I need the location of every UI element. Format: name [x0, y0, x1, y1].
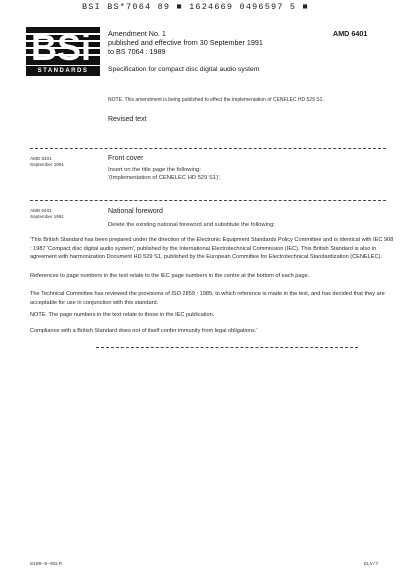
amendment-code: AMD 6401 [333, 29, 368, 38]
end-divider [96, 347, 358, 348]
foreword-paragraph: Compliance with a British Standard does not of itself confer immunity from legal obligations.' [30, 328, 258, 334]
section-heading-national-foreword: National foreword [108, 208, 163, 215]
section-body-national-foreword [108, 221, 275, 229]
margin-note-code: AMD 6401 [30, 208, 52, 213]
section-body-front-cover [108, 166, 221, 182]
bsi-logo-mark [26, 27, 100, 65]
bsi-standards-band: STANDARDS [26, 66, 100, 76]
margin-note-code: AMD 6401 [30, 156, 52, 161]
margin-note-front-cover [30, 156, 64, 168]
section-body-line: Delete the existing national foreword and substitute the following: [108, 222, 275, 228]
section-divider [30, 148, 386, 149]
amendment-title-block [108, 29, 263, 57]
footer-code-left: 8109-0-05LM [30, 562, 62, 567]
section-heading-front-cover: Front cover [108, 155, 144, 162]
implementation-note: NOTE. This amendment is being published to effect the implementation of CENELEC HD 529 S1. [108, 97, 324, 103]
amendment-title-line: to BS 7064 : 1989 [108, 47, 166, 57]
foreword-paragraph: The Technical Committee has reviewed the provisions of ISO 2859 : 1985, to which reference is made in the text, and has decided that they are acceptable for use in conjunction with this standard. [30, 291, 385, 306]
foreword-paragraph: 'This British Standard has been prepared under the direction of the Electronic Equipment Standards Policy Committee and is identical with IEC 908 : 1987 'Compact disc digital audio system', published by the International Electrotechnical Commission (IEC). This British Standard is also in agreement with harmonization Document HD 529 S1, published by the European Committee for Electrotechnical Standardization (CENELEC). [30, 237, 394, 261]
bsi-logo [26, 27, 100, 65]
margin-note-national-foreword [30, 208, 64, 220]
document-code-strip: BSI BS*7064 89 ■ 1624669 0496597 5 ■ [82, 2, 309, 12]
section-body-line: Insert on the title page the following: [108, 167, 201, 173]
foreword-paragraph: References to page numbers in the text relate to the IEC page numbers in the centre at the bottom of each page. [30, 273, 310, 279]
margin-note-date: September 1991 [30, 214, 64, 220]
revised-text-heading: Revised text [108, 116, 147, 123]
margin-note-date: September 1991 [30, 162, 64, 168]
bsi-logo-letters: BSi [31, 27, 92, 65]
specification-title: Specification for compact disc digital audio system [108, 66, 260, 73]
section-divider [30, 200, 386, 201]
footer-code-right: ELV/7 [364, 562, 379, 567]
section-body-line: '(Implementation of CENELEC HD 529 S1)'. [108, 175, 221, 181]
amendment-title-line: published and effective from 30 September 1991 [108, 38, 263, 48]
amendment-title-line: Amendment No. 1 [108, 29, 166, 38]
foreword-note: NOTE. The page numbers in the text relate to those in the IEC publication. [30, 312, 215, 318]
